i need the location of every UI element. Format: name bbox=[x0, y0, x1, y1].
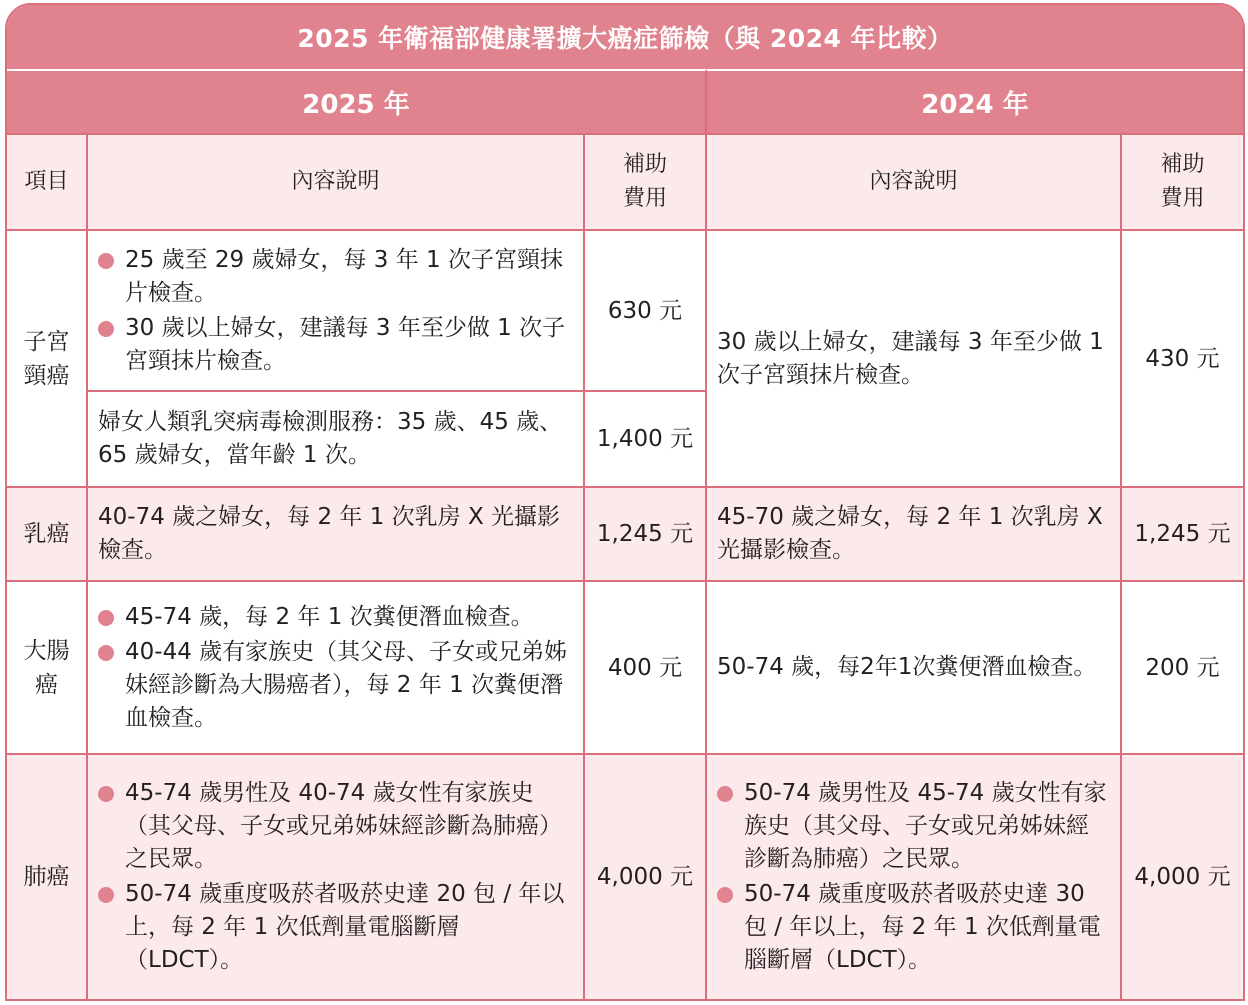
list-item: 50-74 歲男性及 45-74 歲女性有家族史（其父母、子女或兄弟姊妹經診斷為肺癌）之民眾。 bbox=[717, 777, 1110, 876]
cervical-2025-hpv-content: 婦女人類乳突病毒檢測服務：35 歲、45 歲、65 歲婦女，當年齡 1 次。 bbox=[88, 392, 585, 488]
bullet-icon bbox=[98, 610, 114, 626]
bullet-icon bbox=[98, 321, 114, 337]
list-item: 40-44 歲有家族史（其父母、子女或兄弟姊妹經診斷為大腸癌者），每 2 年 1 次糞便潛血檢查。 bbox=[98, 636, 573, 735]
breast-2025-content: 40-74 歲之婦女，每 2 年 1 次乳房 X 光攝影檢查。 bbox=[88, 488, 585, 582]
bullet-icon bbox=[98, 645, 114, 661]
bullet-icon bbox=[98, 887, 114, 903]
lung-2024-content bbox=[707, 755, 1122, 1001]
cervical-2025-hpv-subsidy: 1,400 元 bbox=[585, 392, 707, 488]
bullet-icon bbox=[98, 253, 114, 269]
list-item: 25 歲至 29 歲婦女，每 3 年 1 次子宮頸抹片檢查。 bbox=[98, 244, 573, 310]
colorectal-2025-content bbox=[88, 582, 585, 755]
list-item: 30 歲以上婦女，建議每 3 年至少做 1 次子宮頸抹片檢查。 bbox=[98, 312, 573, 378]
bullet-icon bbox=[98, 786, 114, 802]
list-item: 45-74 歲男性及 40-74 歲女性有家族史（其父母、子女或兄弟姊妹經診斷為肺癌）之民眾。 bbox=[98, 777, 573, 876]
bullet-icon bbox=[717, 786, 733, 802]
lung-2025-content bbox=[88, 755, 585, 1001]
item-cervical: 子宮 頸癌 bbox=[7, 231, 88, 488]
year-2024-header: 2024 年 bbox=[707, 69, 1243, 135]
cervical-2025-pap-subsidy: 630 元 bbox=[585, 231, 707, 392]
item-lung: 肺癌 bbox=[7, 755, 88, 1001]
header-item: 項目 bbox=[7, 135, 88, 231]
lung-2024-subsidy: 4,000 元 bbox=[1122, 755, 1243, 1001]
colorectal-2024-subsidy: 200 元 bbox=[1122, 582, 1243, 755]
year-2025-header: 2025 年 bbox=[7, 69, 707, 135]
header-subsidy-2024: 補助 費用 bbox=[1122, 135, 1243, 231]
colorectal-2025-subsidy: 400 元 bbox=[585, 582, 707, 755]
cervical-2024-content: 30 歲以上婦女，建議每 3 年至少做 1 次子宮頸抹片檢查。 bbox=[707, 231, 1122, 488]
cervical-2024-subsidy: 430 元 bbox=[1122, 231, 1243, 488]
breast-2024-content: 45-70 歲之婦女，每 2 年 1 次乳房 X 光攝影檢查。 bbox=[707, 488, 1122, 582]
list-item: 50-74 歲重度吸菸者吸菸史達 20 包 / 年以上，每 2 年 1 次低劑量電腦斷層（LDCT）。 bbox=[98, 878, 573, 977]
list-item: 50-74 歲重度吸菸者吸菸史達 30 包 / 年以上，每 2 年 1 次低劑量電腦斷層（LDCT）。 bbox=[717, 878, 1110, 977]
header-subsidy-2025: 補助 費用 bbox=[585, 135, 707, 231]
cervical-2025-pap-content bbox=[88, 231, 585, 392]
comparison-table bbox=[5, 3, 1245, 1001]
breast-2024-subsidy: 1,245 元 bbox=[1122, 488, 1243, 582]
table-title: 2025 年衛福部健康署擴大癌症篩檢（與 2024 年比較） bbox=[7, 5, 1243, 69]
breast-2025-subsidy: 1,245 元 bbox=[585, 488, 707, 582]
item-breast: 乳癌 bbox=[7, 488, 88, 582]
colorectal-2024-content: 50-74 歲，每2年1次糞便潛血檢查。 bbox=[707, 582, 1122, 755]
header-content-2024: 內容說明 bbox=[707, 135, 1122, 231]
header-content-2025: 內容說明 bbox=[88, 135, 585, 231]
item-colorectal: 大腸 癌 bbox=[7, 582, 88, 755]
lung-2025-subsidy: 4,000 元 bbox=[585, 755, 707, 1001]
list-item: 45-74 歲，每 2 年 1 次糞便潛血檢查。 bbox=[98, 601, 573, 634]
bullet-icon bbox=[717, 887, 733, 903]
